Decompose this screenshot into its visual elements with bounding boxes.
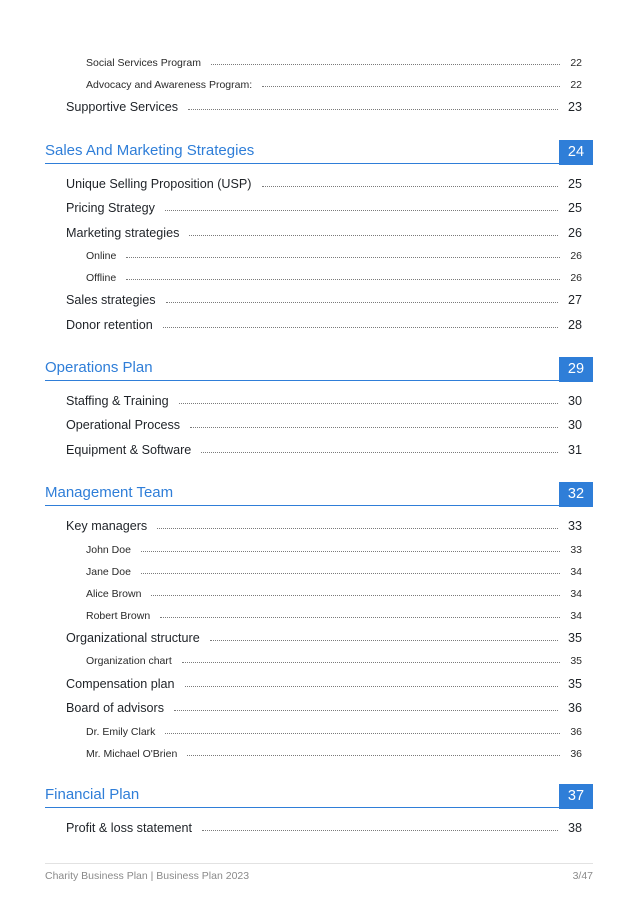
toc-entry-page: 23	[567, 100, 582, 114]
section-title: Operations Plan	[45, 359, 153, 376]
toc-entry-page: 31	[567, 443, 582, 457]
dot-leader	[163, 327, 558, 328]
toc-entry-title: Jane Doe	[86, 566, 131, 578]
toc-entry-title: Advocacy and Awareness Program:	[86, 79, 253, 91]
toc-entry-title: Alice Brown	[86, 588, 142, 600]
toc-entry[interactable]	[86, 272, 582, 284]
dot-leader	[165, 733, 560, 734]
toc-entry-page: 27	[567, 293, 582, 307]
toc-entry-page: 35	[567, 631, 582, 645]
toc-entry-title: Staffing & Training	[66, 394, 169, 408]
toc-section-heading[interactable]	[45, 481, 593, 506]
dot-leader	[210, 640, 558, 641]
section-page-badge: 24	[559, 140, 593, 165]
toc-entry-page: 28	[567, 318, 582, 332]
toc-entry[interactable]	[66, 701, 582, 715]
toc-entry-page: 26	[570, 272, 582, 284]
toc-entry[interactable]	[66, 443, 582, 457]
dot-leader	[262, 86, 560, 87]
toc-entry-title: Mr. Michael O'Brien	[86, 748, 178, 760]
toc-entry-title: Compensation plan	[66, 677, 175, 691]
dot-leader	[262, 186, 558, 187]
toc-entry[interactable]	[66, 519, 582, 533]
toc-entry-title: Offline	[86, 272, 117, 284]
toc-entry-page: 30	[567, 418, 582, 432]
toc-section-heading[interactable]	[45, 356, 593, 381]
dot-leader	[174, 710, 558, 711]
toc-entry-page: 26	[570, 250, 582, 262]
toc-entry-page: 36	[570, 748, 582, 760]
toc-entry[interactable]	[66, 631, 582, 645]
toc-entry[interactable]	[66, 293, 582, 307]
toc-entry-title: Supportive Services	[66, 100, 178, 114]
toc-entry-title: Marketing strategies	[66, 226, 180, 240]
dot-leader	[187, 755, 560, 756]
toc-entry-page: 34	[570, 610, 582, 622]
toc-entry-page: 35	[570, 655, 582, 667]
dot-leader	[126, 279, 560, 280]
toc-entry-title: Pricing Strategy	[66, 201, 155, 215]
dot-leader	[141, 551, 560, 552]
toc-entry[interactable]	[86, 610, 582, 622]
toc-entry[interactable]	[86, 588, 582, 600]
section-title: Financial Plan	[45, 786, 140, 803]
section-page-badge: 37	[559, 784, 593, 809]
toc-entry-page: 22	[570, 57, 582, 69]
footer-title: Charity Business Plan | Business Plan 2023	[45, 870, 250, 882]
dot-leader	[165, 210, 558, 211]
toc-entry-title: Dr. Emily Clark	[86, 726, 156, 738]
dot-leader	[188, 109, 558, 110]
toc-entry-title: Organization chart	[86, 655, 172, 667]
toc-entry-title: Operational Process	[66, 418, 181, 432]
toc-entry[interactable]	[86, 544, 582, 556]
toc-entry-title: Organizational structure	[66, 631, 200, 645]
dot-leader	[189, 235, 558, 236]
page-footer	[45, 863, 593, 882]
toc-entry[interactable]	[86, 748, 582, 760]
toc-entry-title: Social Services Program	[86, 57, 201, 69]
toc-entry-page: 36	[567, 701, 582, 715]
toc-entry-page: 35	[567, 677, 582, 691]
dot-leader	[126, 257, 560, 258]
toc-entry[interactable]	[86, 250, 582, 262]
toc-entry-page: 30	[567, 394, 582, 408]
section-title: Management Team	[45, 484, 174, 501]
toc-section-heading[interactable]	[45, 139, 593, 164]
toc-entry-page: 36	[570, 726, 582, 738]
toc-entry-title: Board of advisors	[66, 701, 165, 715]
toc-entry[interactable]	[66, 418, 582, 432]
footer-page-number: 3/47	[572, 870, 593, 882]
toc-entry[interactable]	[66, 677, 582, 691]
dot-leader	[157, 528, 558, 529]
toc-entry[interactable]	[86, 57, 582, 69]
dot-leader	[182, 662, 561, 663]
section-page-badge: 29	[559, 357, 593, 382]
toc-entry-title: Sales strategies	[66, 293, 156, 307]
toc-entry-page: 25	[567, 177, 582, 191]
toc-entry-page: 34	[570, 566, 582, 578]
dot-leader	[202, 830, 558, 831]
toc-entry-page: 33	[570, 544, 582, 556]
toc-entry-title: John Doe	[86, 544, 131, 556]
toc-section-heading[interactable]	[45, 783, 593, 808]
dot-leader	[211, 64, 560, 65]
toc-entry[interactable]	[66, 201, 582, 215]
toc-entry-title: Profit & loss statement	[66, 821, 192, 835]
toc-entry[interactable]	[86, 566, 582, 578]
toc-entry-title: Robert Brown	[86, 610, 151, 622]
toc-entry[interactable]	[66, 177, 582, 191]
toc-entry[interactable]	[66, 318, 582, 332]
toc-entry-page: 25	[567, 201, 582, 215]
toc-entry[interactable]	[66, 100, 582, 114]
section-title: Sales And Marketing Strategies	[45, 142, 255, 159]
toc-entry-page: 22	[570, 79, 582, 91]
dot-leader	[179, 403, 558, 404]
toc-entry-title: Donor retention	[66, 318, 153, 332]
toc-entry[interactable]	[86, 655, 582, 667]
toc-entry-page: 26	[567, 226, 582, 240]
toc-entry-page: 34	[570, 588, 582, 600]
dot-leader	[185, 686, 558, 687]
toc-entry-title: Equipment & Software	[66, 443, 192, 457]
dot-leader	[151, 595, 560, 596]
toc-entry-title: Unique Selling Proposition (USP)	[66, 177, 252, 191]
toc-entry-page: 38	[567, 821, 582, 835]
toc-entry[interactable]	[86, 79, 582, 91]
dot-leader	[141, 573, 560, 574]
toc-entry-title: Online	[86, 250, 117, 262]
dot-leader	[201, 452, 558, 453]
toc-entry-title: Key managers	[66, 519, 148, 533]
toc-entry-page: 33	[567, 519, 582, 533]
dot-leader	[166, 302, 558, 303]
toc-entry[interactable]	[86, 726, 582, 738]
toc-entry[interactable]	[66, 226, 582, 240]
toc-entry[interactable]	[66, 821, 582, 835]
section-page-badge: 32	[559, 482, 593, 507]
dot-leader	[160, 617, 560, 618]
toc-entry[interactable]	[66, 394, 582, 408]
dot-leader	[190, 427, 558, 428]
